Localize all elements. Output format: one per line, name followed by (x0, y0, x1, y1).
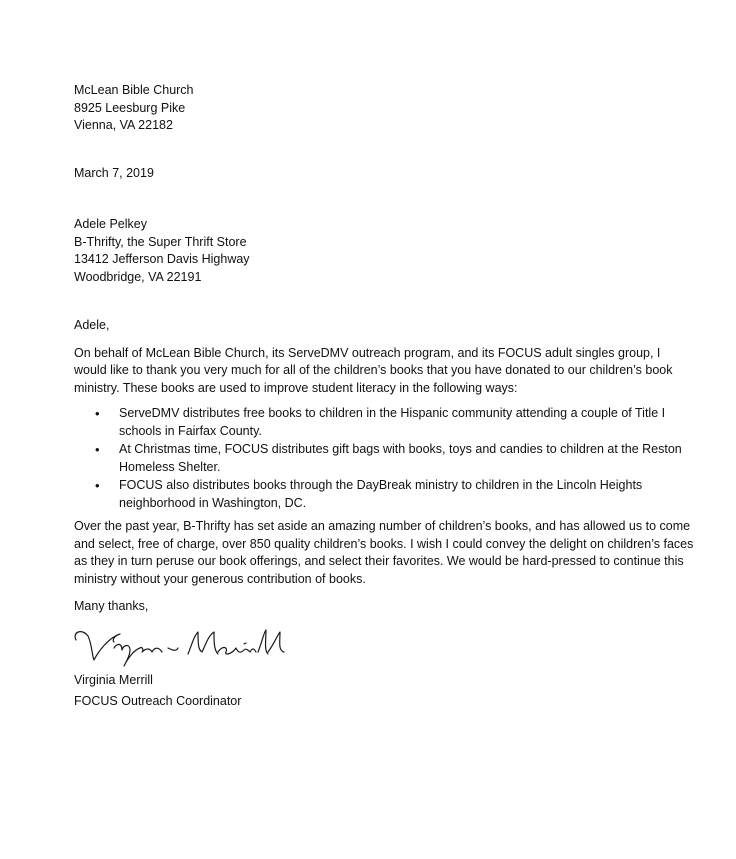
recipient-address (74, 216, 694, 286)
bullet-icon: • (95, 442, 100, 457)
salutation: Adele, (74, 318, 110, 332)
recipient-name: Adele Pelkey (74, 217, 147, 231)
bullet-text: At Christmas time, FOCUS distributes gift bags with books, toys and candies to children at the Reston Homeless Shelter. (119, 442, 682, 474)
letter-date: March 7, 2019 (74, 165, 154, 180)
bullet-text: ServeDMV distributes free books to children in the Hispanic community attending a couple of Title I schools in Fairfax County. (119, 406, 666, 438)
bullet-icon: • (95, 406, 100, 421)
bullet-text: FOCUS also distributes books through the DayBreak ministry to children in the Lincoln Heights neighborhood in Washington, DC. (119, 478, 643, 510)
recipient-street: 13412 Jefferson Davis Highway (74, 252, 250, 266)
sender-address (74, 82, 694, 135)
body-paragraph: Over the past year, B-Thrifty has set aside an amazing number of children’s books, and has allowed us to come and select, free of charge, over 850 quality children’s books. I wish I could convey the delight on children’s faces as they in turn peruse our book offerings, and select their favorites. We would be hard-pressed to continue this ministry without your generous contribution of books. (74, 519, 694, 586)
bullet-list (74, 405, 694, 512)
sender-name: McLean Bible Church (74, 83, 194, 97)
recipient-company: B-Thrifty, the Super Thrift Store (74, 234, 247, 249)
sender-city: Vienna, VA 22182 (74, 118, 173, 132)
recipient-city: Woodbridge, VA 22191 (74, 269, 202, 284)
list-item (74, 441, 694, 476)
list-item (74, 477, 694, 512)
list-item (74, 405, 694, 440)
signature-icon (68, 622, 308, 670)
closing: Many thanks, (74, 599, 149, 613)
signer-title: FOCUS Outreach Coordinator (74, 694, 242, 708)
signer-name: Virginia Merrill (74, 672, 153, 687)
bullet-icon: • (95, 478, 100, 493)
letter-page (74, 82, 694, 711)
sender-street: 8925 Leesburg Pike (74, 100, 186, 115)
intro-paragraph: On behalf of McLean Bible Church, its ServeDMV outreach program, and its FOCUS adult singles group, I would like to thank you very much for all of the children’s books that you have donated to our children’s book ministry. These books are used to improve student literacy in the following ways: (74, 345, 673, 395)
signature (68, 622, 308, 670)
